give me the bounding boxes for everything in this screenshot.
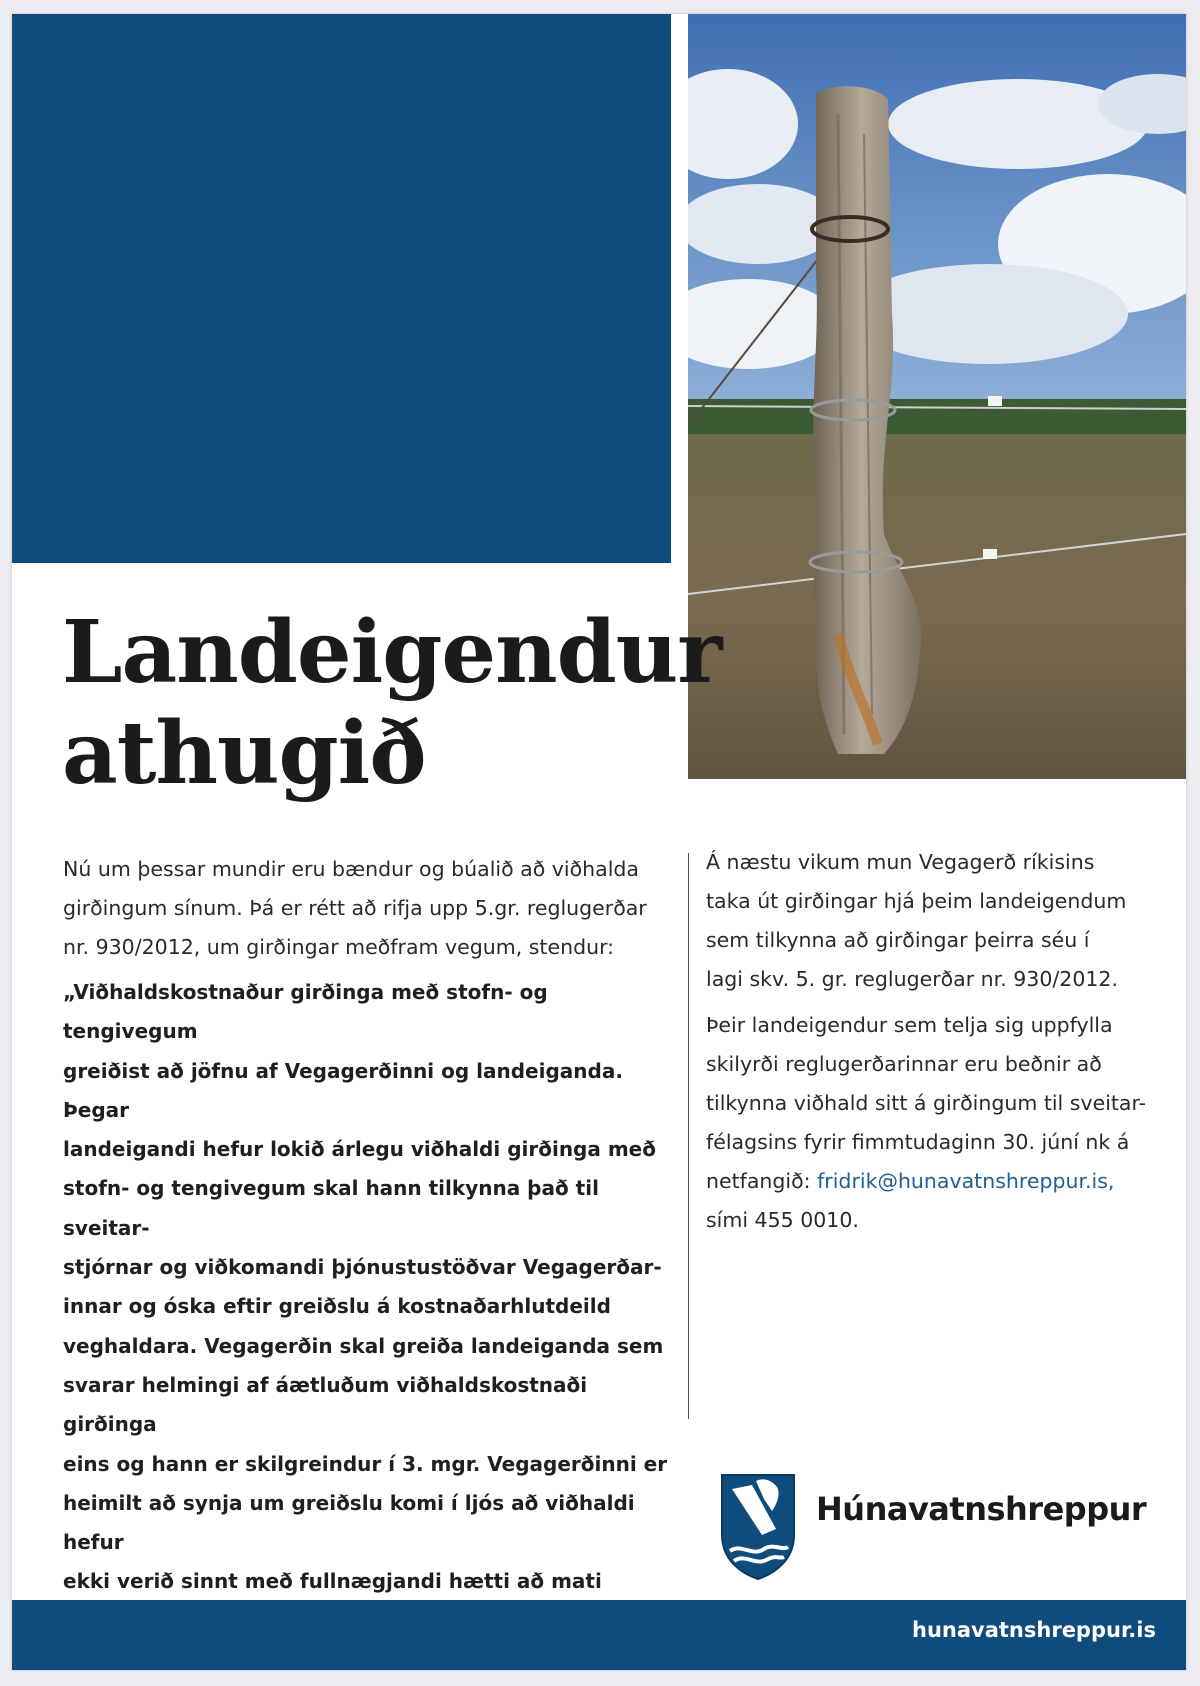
- quote-line: greiðist að jöfnu af Vegagerðinni og landeiganda. Þegar: [63, 1058, 623, 1122]
- quote-line: svarar helmingi af áætluðum viðhaldskostnaði girðinga: [63, 1372, 588, 1437]
- blue-color-block: [12, 14, 671, 563]
- footer-bar: [12, 1600, 1186, 1670]
- intro-line: Nú um þessar mundir eru bændur og búalið að viðhalda: [63, 857, 639, 881]
- intro-line: girðingum sínum. Þá er rétt að rifja upp 5.gr. reglugerðar: [63, 896, 647, 920]
- headline-line-2: athugið: [62, 703, 426, 804]
- paragraph-line: Þeir landeigendur sem telja sig uppfylla: [706, 1013, 1113, 1037]
- quote-line: eins og hann er skilgreindur í 3. mgr. Vegagerðinni er: [63, 1451, 668, 1476]
- email-link[interactable]: fridrik@hunavatnshreppur.is,: [817, 1169, 1115, 1193]
- municipality-name: Húnavatnshreppur: [816, 1490, 1147, 1528]
- email-prefix: netfangið:: [706, 1169, 818, 1193]
- municipal-shield-icon: [718, 1471, 798, 1581]
- quote-line: heimilt að synja um greiðslu komi í ljós að viðhaldi hefur: [63, 1490, 635, 1555]
- quote-line: innar og óska eftir greiðslu á kostnaðarhlutdeild: [63, 1294, 611, 1319]
- notification-paragraph: [706, 1006, 1176, 1240]
- headline-line-1: Landeigendur: [62, 602, 722, 703]
- paragraph-line: Á næstu vikum mun Vegagerð ríkisins: [706, 850, 1095, 874]
- paragraph-line: tilkynna viðhald sitt á girðingum til sveitar-: [706, 1091, 1146, 1115]
- inspection-paragraph: [706, 843, 1176, 999]
- paragraph-line: lagi skv. 5. gr. reglugerðar nr. 930/2012.: [706, 967, 1118, 991]
- quote-line: landeigandi hefur lokið árlegu viðhaldi girðinga með: [63, 1137, 656, 1162]
- headline: [62, 602, 722, 804]
- phone-number: sími 455 0010.: [706, 1208, 859, 1232]
- poster-page: [12, 14, 1186, 1670]
- intro-line: nr. 930/2012, um girðingar meðfram vegum, stendur:: [63, 935, 615, 959]
- intro-paragraph: [63, 850, 673, 967]
- column-divider: [688, 853, 689, 1419]
- paragraph-line: taka út girðingar hjá þeim landeigendum: [706, 889, 1127, 913]
- regulation-quote: [63, 973, 673, 1641]
- paragraph-line: skilyrði reglugerðarinnar eru beðnir að: [706, 1052, 1102, 1076]
- fence-post-photo: [688, 14, 1186, 779]
- paragraph-line: sem tilkynna að girðingar þeirra séu í: [706, 928, 1090, 952]
- quote-line: ekki verið sinnt með fullnægjandi hætti að mati: [63, 1569, 602, 1594]
- paragraph-line: félagsins fyrir fimmtudaginn 30. júní nk á: [706, 1130, 1130, 1154]
- quote-line: „Viðhaldskostnaður girðinga með stofn- og tengivegum: [63, 980, 548, 1044]
- footer-website-link[interactable]: hunavatnshreppur.is: [912, 1618, 1156, 1642]
- quote-line: stofn- og tengivegum skal hann tilkynna það til sveitar-: [63, 1176, 599, 1240]
- quote-line: stjórnar og viðkomandi þjónustustöðvar Vegagerðar-: [63, 1255, 662, 1280]
- quote-line: veghaldara. Vegagerðin skal greiða landeiganda sem: [63, 1333, 664, 1358]
- right-column: [706, 843, 1176, 1247]
- left-column: [63, 850, 673, 1641]
